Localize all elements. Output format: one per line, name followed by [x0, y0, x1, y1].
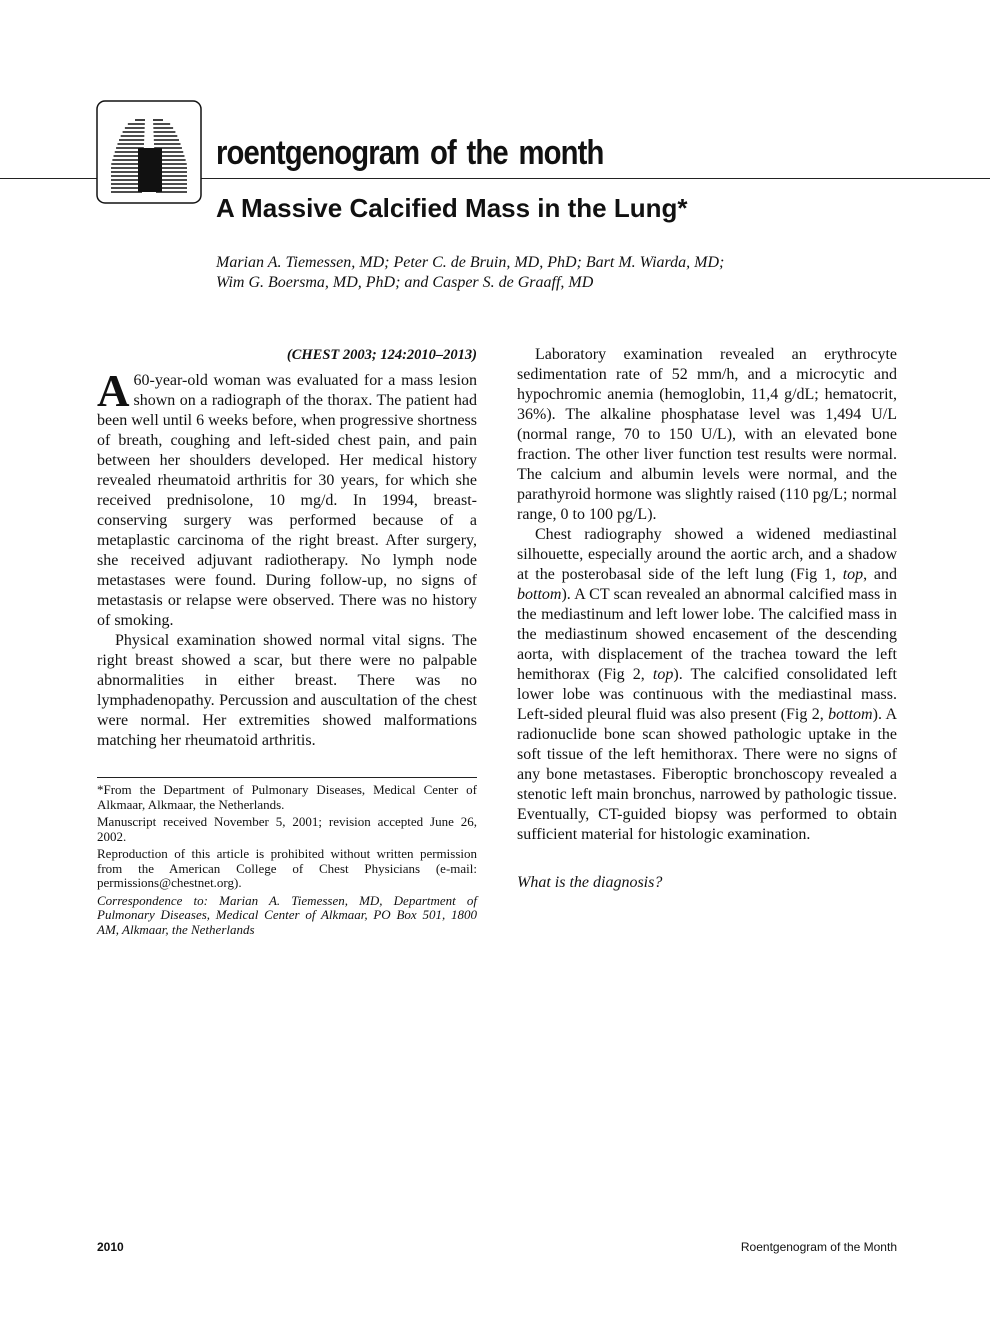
imaging-text-3: ). A CT scan revealed an abnormal calcified mass in the mediastinum and left lower lobe. The calcified mass in the mediastinum showed encasement of the descending aorta, with displacement of the trachea toward the left hemithorax (Fig 2,	[517, 586, 897, 683]
drop-cap: A	[97, 366, 130, 416]
section-title: roentgenogram of the month	[216, 134, 604, 172]
footnote-rule	[97, 777, 477, 778]
footnote-reproduction: Reproduction of this article is prohibited without written permission from the American College of Chest Physicians (e-mail: permissions@chestnet.org).	[97, 846, 477, 890]
imaging-text-5: ). A radionuclide bone scan showed pathologic uptake in the soft tissue of the left hemithorax. There were no signs of any bone metastases. Fiberoptic bronchoscopy revealed a stenotic left main bronchus, narrowed by pathologic tissue. Eventually, CT-guided biopsy was performed to obtain sufficient material for histologic examination.	[517, 706, 898, 843]
fig-ref-bottom-2: bottom	[828, 706, 873, 723]
footnote-affiliation: *From the Department of Pulmonary Diseases, Medical Center of Alkmaar, Alkmaar, the Netherlands.	[97, 782, 477, 812]
right-column	[517, 345, 897, 893]
fig-ref-bottom-1: bottom	[517, 586, 562, 603]
paragraph-laboratory: Laboratory examination revealed an erythrocyte sedimentation rate of 52 mm/h, and a microcytic and hypochromic anemia (hemoglobin, 11,4 g/dL; hematocrit, 36%). The alkaline phosphatase level was 1,494 U/L (normal range, 70 to 150 U/L), with an elevated bone fraction. The other liver function test results were normal. The calcium and albumin levels were normal, and the parathyroid hormone was slightly raised (110 pg/L; normal range, 0 to 100 pg/L).	[517, 346, 897, 523]
lung-radiograph-logo-icon	[96, 100, 202, 204]
fig-ref-top-1: top	[842, 566, 864, 583]
paragraph-intro-text: 60-year-old woman was evaluated for a mass lesion shown on a radiograph of the thorax. The patient had been well until 6 weeks before, when progressive shortness of breath, coughing and left-sided chest pain, and pain between her shoulders developed. Her medical history revealed rheumatoid arthritis for 30 years, for which she received prednisolone, 10 mg/d. In 1994, breast-conserving surgery was performed because of a metaplastic carcinoma of the right breast. After surgery, she received adjuvant radiotherapy. No lymph node metastases were found. During follow-up, no signs of metastasis or relapse were observed. There was no history of smoking.	[97, 372, 477, 629]
left-column	[97, 345, 477, 940]
paragraph-intro	[97, 366, 477, 631]
diagnosis-question: What is the diagnosis?	[517, 874, 663, 891]
authors-line-2: Wim G. Boersma, MD, PhD; and Casper S. de Graaff, MD	[216, 274, 594, 291]
authors-line-1: Marian A. Tiemessen, MD; Peter C. de Bruin, MD, PhD; Bart M. Wiarda, MD;	[216, 254, 725, 271]
author-list	[216, 253, 856, 293]
footnote-correspondence: Correspondence to: Marian A. Tiemessen, MD, Department of Pulmonary Diseases, Medical Center of Alkmaar, PO Box 501, 1800 AM, Alkmaar, the Netherlands	[97, 892, 477, 937]
footnote-received: Manuscript received November 5, 2001; revision accepted June 26, 2002.	[97, 814, 477, 844]
citation: (CHEST 2003; 124:2010–2013)	[286, 347, 477, 363]
imaging-text-1: Chest radiography showed a widened mediastinal silhouette, especially around the aortic arch, and a shadow at the posterobasal side of the left lung (Fig 1,	[517, 526, 897, 583]
article-title: A Massive Calcified Mass in the Lung*	[216, 193, 688, 223]
paragraph-physical-exam: Physical examination showed normal vital signs. The right breast showed a scar, but there were no palpable abnormalities in either breast. There was no lymphadenopathy. Percussion and auscultation of the chest were normal. Her extremities showed malformations matching her rheumatoid arthritis.	[97, 632, 477, 749]
imaging-text-4: ). The calcified consolidated left lower lobe was continuous with the mediastinal mass. Left-sided pleural fluid was also present (Fig 2,	[517, 666, 898, 723]
paragraph-imaging	[517, 525, 897, 845]
page-number: 2010	[97, 1240, 124, 1254]
imaging-text-2: , and	[863, 566, 897, 583]
running-title: Roentgenogram of the Month	[740, 1240, 897, 1254]
fig-ref-top-2: top	[652, 666, 674, 683]
